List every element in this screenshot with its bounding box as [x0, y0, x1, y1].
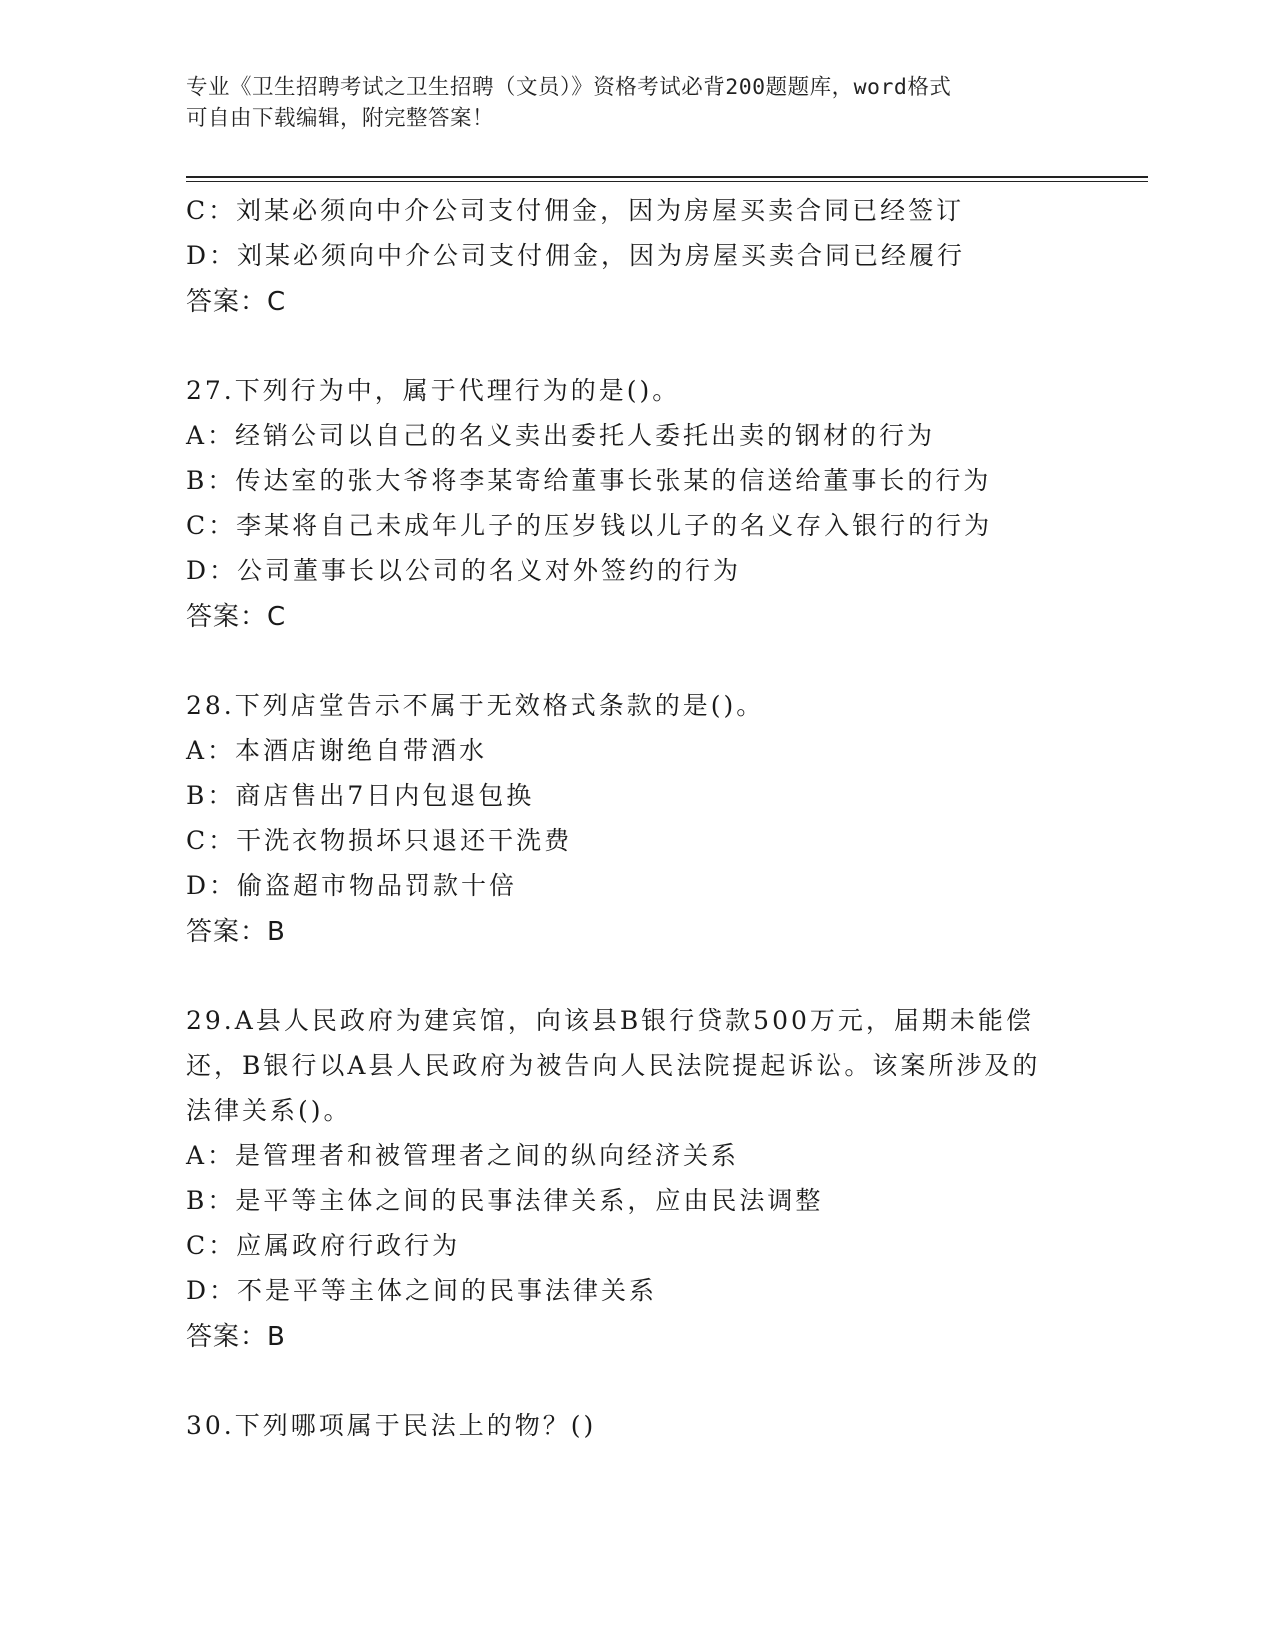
option-a: A：本酒店谢绝自带酒水 — [186, 736, 488, 765]
answer-line: 答案：B — [186, 917, 286, 947]
answer-line: 答案：B — [186, 1322, 286, 1352]
question-29 — [186, 998, 1146, 1361]
question-27 — [186, 368, 1146, 641]
question-stem-line-3: 法律关系()。 — [186, 1096, 352, 1125]
question-30 — [186, 1403, 1146, 1448]
option-c: C：干洗衣物损坏只退还干洗费 — [186, 826, 573, 855]
header-divider-thin — [186, 181, 1148, 182]
question-stem-line-2: 还，B银行以A县人民政府为被告向人民法院提起诉讼。该案所涉及的 — [186, 1051, 1041, 1080]
option-b: B：商店售出7日内包退包换 — [186, 781, 535, 810]
answer-line: 答案：C — [186, 602, 287, 632]
question-stem: 27.下列行为中，属于代理行为的是()。 — [186, 376, 681, 405]
option-a: A：是管理者和被管理者之间的纵向经济关系 — [186, 1141, 740, 1170]
option-b: B：是平等主体之间的民事法律关系，应由民法调整 — [186, 1186, 824, 1215]
option-b: B：传达室的张大爷将李某寄给董事长张某的信送给董事长的行为 — [186, 466, 992, 495]
answer-line: 答案：C — [186, 287, 287, 317]
option-d: D：不是平等主体之间的民事法律关系 — [186, 1276, 658, 1305]
option-d: D：公司董事长以公司的名义对外签约的行为 — [186, 556, 742, 585]
question-stem: 28.下列店堂告示不属于无效格式条款的是()。 — [186, 691, 765, 720]
question-26-tail — [186, 188, 1146, 326]
option-a: A：经销公司以自己的名义卖出委托人委托出卖的钢材的行为 — [186, 421, 936, 450]
option-c: C：李某将自己未成年儿子的压岁钱以儿子的名义存入银行的行为 — [186, 511, 993, 540]
option-d: D：偷盗超市物品罚款十倍 — [186, 871, 518, 900]
option-c: C：应属政府行政行为 — [186, 1231, 461, 1260]
document-header — [186, 72, 1086, 134]
option-c: C：刘某必须向中介公司支付佣金，因为房屋买卖合同已经签订 — [186, 196, 965, 225]
option-d: D：刘某必须向中介公司支付佣金，因为房屋买卖合同已经履行 — [186, 241, 966, 270]
header-line-2: 可自由下载编辑，附完整答案！ — [186, 106, 495, 131]
header-line-1: 专业《卫生招聘考试之卫生招聘（文员）》资格考试必背200题题库，word格式 — [186, 75, 952, 100]
question-stem: 30.下列哪项属于民法上的物？() — [186, 1411, 597, 1440]
question-28 — [186, 683, 1146, 956]
document-body — [186, 188, 1146, 1448]
header-divider-thick — [186, 176, 1148, 178]
question-stem-line-1: 29.A县人民政府为建宾馆，向该县B银行贷款500万元，届期未能偿 — [186, 1006, 1034, 1035]
